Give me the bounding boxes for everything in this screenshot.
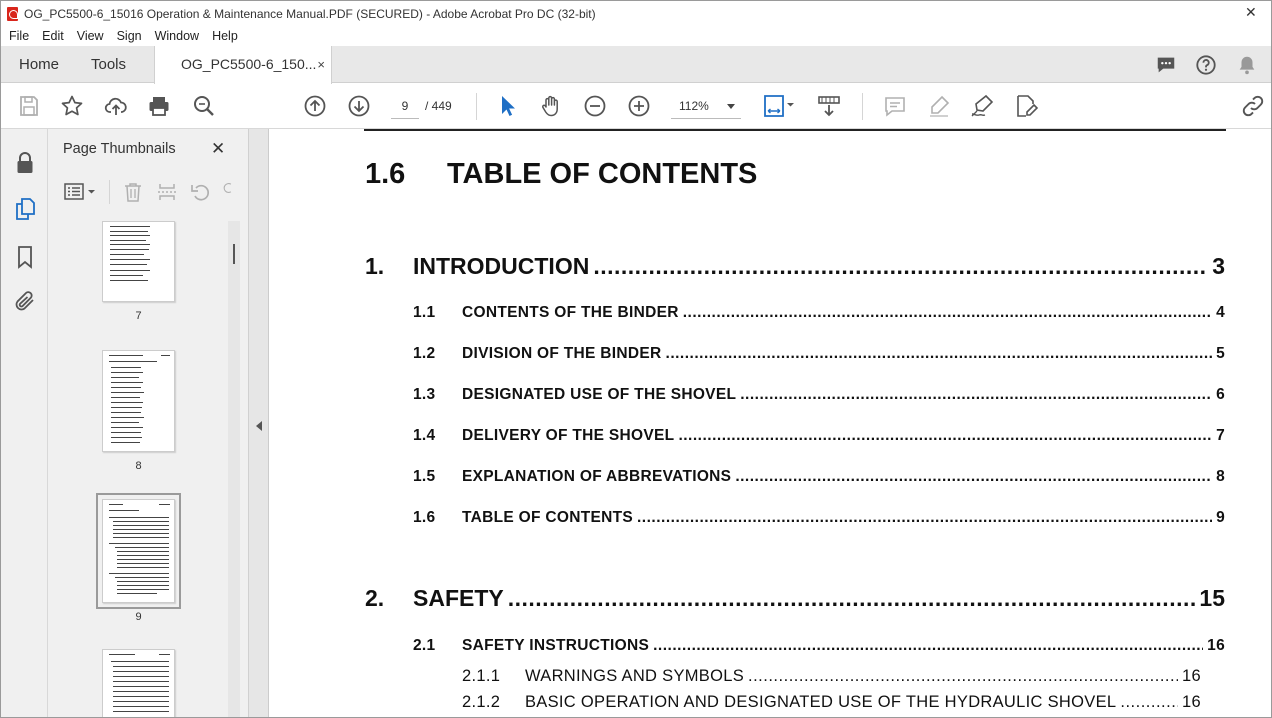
toc-entry-page: 15 — [1199, 585, 1225, 611]
toolbar-divider — [476, 93, 477, 120]
toc-leader-dots — [593, 253, 1208, 280]
attachments-paperclip-icon[interactable] — [13, 289, 37, 313]
toc-leader-dots — [678, 427, 1212, 445]
toc-entry-page: 6 — [1216, 386, 1225, 403]
scroll-mode-icon[interactable] — [817, 94, 841, 118]
toc-entry-label: TABLE OF CONTENTS — [462, 509, 633, 526]
toc-entry-page: 9 — [1216, 509, 1225, 526]
print-icon[interactable] — [147, 94, 171, 118]
toc-entry[interactable] — [462, 693, 1201, 712]
previous-page-icon[interactable] — [303, 94, 327, 118]
menu-edit[interactable]: Edit — [42, 29, 64, 43]
zoom-in-icon[interactable] — [627, 94, 651, 118]
toc-leader-dots — [653, 637, 1203, 655]
scrollbar-handle[interactable] — [233, 244, 235, 264]
toc-entry-page: 3 — [1212, 253, 1225, 279]
page-thumbnail-7[interactable] — [102, 221, 175, 302]
menu-bar — [1, 26, 1272, 46]
share-link-icon[interactable] — [1241, 94, 1265, 118]
thumbnail-toolbar — [48, 175, 249, 209]
window-title: OG_PC5500-6_15016 Operation & Maintenance Manual.PDF (SECURED) - Adobe Acrobat Pro DC (32-bit) — [24, 6, 596, 21]
toc-entry-number: 2.1.2 — [462, 693, 501, 711]
save-icon[interactable] — [17, 94, 41, 118]
heading-number: 1.6 — [365, 158, 406, 190]
zoom-out-icon[interactable] — [583, 94, 607, 118]
page-number-input[interactable]: 9 — [391, 93, 419, 119]
select-cursor-icon[interactable] — [495, 94, 519, 118]
toc-entry-number: 1.6 — [413, 509, 436, 526]
toc-entry[interactable] — [365, 585, 1225, 612]
comment-icon[interactable] — [883, 94, 907, 118]
tab-close-icon[interactable]: × — [317, 57, 325, 72]
toc-entry-number: 1.1 — [413, 304, 436, 321]
page-thumbnail-9[interactable] — [102, 499, 175, 603]
fill-sign-icon[interactable] — [1014, 94, 1038, 118]
sign-pen-icon[interactable] — [970, 94, 994, 118]
toc-entry[interactable] — [413, 304, 1225, 322]
toc-entry-label: DIVISION OF THE BINDER — [462, 345, 662, 362]
toc-leader-dots — [666, 345, 1213, 363]
toc-entry-number: 1.3 — [413, 386, 436, 403]
toc-entry-page: 5 — [1216, 345, 1225, 362]
panel-title: Page Thumbnails — [63, 141, 176, 157]
navigation-rail — [1, 129, 48, 718]
toc-entry-number: 1.5 — [413, 468, 436, 485]
delete-page-icon[interactable] — [122, 181, 144, 203]
chevron-down-icon — [727, 104, 735, 109]
menu-help[interactable]: Help — [212, 29, 238, 43]
upload-cloud-icon[interactable] — [104, 94, 128, 118]
toc-leader-dots — [508, 585, 1196, 612]
thumbnail-options-icon[interactable] — [63, 181, 99, 203]
toc-entry-label: INTRODUCTION — [413, 253, 590, 279]
zoom-level-value: 112% — [679, 99, 709, 113]
toc-entry-number: 2.1.1 — [462, 667, 501, 685]
tab-home[interactable]: Home — [19, 56, 60, 73]
toc-entry[interactable] — [413, 509, 1225, 527]
toc-entry-label: SAFETY — [413, 585, 504, 611]
toc-entry-label: SAFETY INSTRUCTIONS — [462, 637, 650, 654]
next-page-icon[interactable] — [347, 94, 371, 118]
main-toolbar — [1, 84, 1272, 129]
tab-tools[interactable]: Tools — [91, 56, 127, 73]
highlight-pen-icon[interactable] — [927, 94, 951, 118]
tab-bar — [1, 46, 1272, 83]
acrobat-app-icon — [7, 7, 18, 21]
thumbnail-page-number: 7 — [135, 310, 142, 322]
page-total-label: / 449 — [425, 99, 452, 113]
toc-entry[interactable] — [413, 386, 1225, 404]
menu-file[interactable]: File — [9, 29, 30, 43]
thumbnail-scrollbar[interactable] — [228, 221, 240, 718]
collapse-panel-arrow-icon[interactable] — [256, 421, 262, 431]
toc-entry-label: EXPLANATION OF ABBREVATIONS — [462, 468, 732, 485]
thumbnail-page-number: 9 — [135, 611, 142, 623]
window-close-icon[interactable]: ✕ — [1245, 4, 1257, 20]
document-viewport[interactable] — [270, 129, 1272, 718]
fit-page-icon[interactable] — [763, 94, 797, 118]
toc-entry-label: CONTENTS OF THE BINDER — [462, 304, 679, 321]
lock-icon[interactable] — [13, 151, 37, 175]
toc-entry-label: BASIC OPERATION AND DESIGNATED USE OF THE HYDRAULIC SHOVEL — [525, 693, 1117, 711]
toc-entry-page: 8 — [1216, 468, 1225, 485]
toc-entry-label: DELIVERY OF THE SHOVEL — [462, 427, 675, 444]
toc-entry[interactable] — [413, 637, 1225, 655]
menu-view[interactable]: View — [76, 29, 104, 43]
toc-entry-page: 7 — [1216, 427, 1225, 444]
toc-entry[interactable] — [462, 667, 1201, 686]
page-thumbnails-icon[interactable] — [13, 197, 37, 221]
toc-leader-dots — [1120, 693, 1178, 712]
bookmark-star-icon[interactable] — [60, 94, 84, 118]
heading-text: TABLE OF CONTENTS — [447, 158, 758, 190]
toolbar-divider — [862, 93, 863, 120]
toc-leader-dots — [683, 304, 1212, 322]
hand-tool-icon[interactable] — [539, 94, 563, 118]
page-thumbnail-8[interactable] — [102, 350, 175, 452]
page-header-rule — [364, 129, 1226, 131]
rotate-clockwise-icon[interactable] — [222, 181, 236, 203]
toc-leader-dots — [637, 509, 1212, 527]
toc-entry-page: 16 — [1182, 667, 1201, 685]
extract-pages-icon[interactable] — [156, 181, 178, 203]
toc-entry-page: 16 — [1182, 693, 1201, 711]
toolbar-divider — [109, 180, 110, 204]
rotate-counterclockwise-icon[interactable] — [190, 181, 212, 203]
toc-entry[interactable] — [413, 427, 1225, 445]
toc-entry-number: 1.2 — [413, 345, 436, 362]
toc-entry-number: 2. — [365, 585, 385, 611]
comment-bubble-icon[interactable] — [1155, 54, 1177, 76]
zoom-search-icon[interactable] — [192, 94, 216, 118]
panel-splitter[interactable] — [249, 129, 269, 718]
toc-leader-dots — [748, 667, 1178, 686]
menu-window[interactable]: Window — [154, 29, 200, 43]
page-thumbnail-10[interactable] — [102, 649, 175, 718]
toc-entry-page: 16 — [1207, 637, 1225, 654]
page-heading — [365, 158, 757, 191]
bookmarks-icon[interactable] — [13, 245, 37, 269]
toc-leader-dots — [735, 468, 1212, 486]
toc-entry[interactable] — [365, 253, 1225, 280]
notification-bell-icon[interactable] — [1236, 54, 1258, 76]
toc-entry-number: 1.4 — [413, 427, 436, 444]
help-icon[interactable] — [1195, 54, 1217, 76]
toc-entry-label: WARNINGS AND SYMBOLS — [525, 667, 745, 685]
tab-document[interactable] — [154, 46, 332, 84]
zoom-level-select[interactable] — [671, 93, 741, 119]
toc-entry[interactable] — [413, 345, 1225, 363]
tab-document-label: OG_PC5500-6_150... — [181, 56, 317, 72]
thumbnail-page-number: 8 — [135, 460, 142, 472]
panel-close-icon[interactable]: ✕ — [211, 139, 226, 158]
toc-entry-number: 1. — [365, 253, 385, 279]
page-thumbnails-panel — [48, 129, 249, 718]
toc-leader-dots — [740, 386, 1212, 404]
menu-sign[interactable]: Sign — [116, 29, 142, 43]
toc-entry-label: DESIGNATED USE OF THE SHOVEL — [462, 386, 737, 403]
title-bar — [1, 1, 1272, 26]
toc-entry[interactable] — [413, 468, 1225, 486]
toc-entry-page: 4 — [1216, 304, 1225, 321]
toc-entry-number: 2.1 — [413, 637, 436, 654]
